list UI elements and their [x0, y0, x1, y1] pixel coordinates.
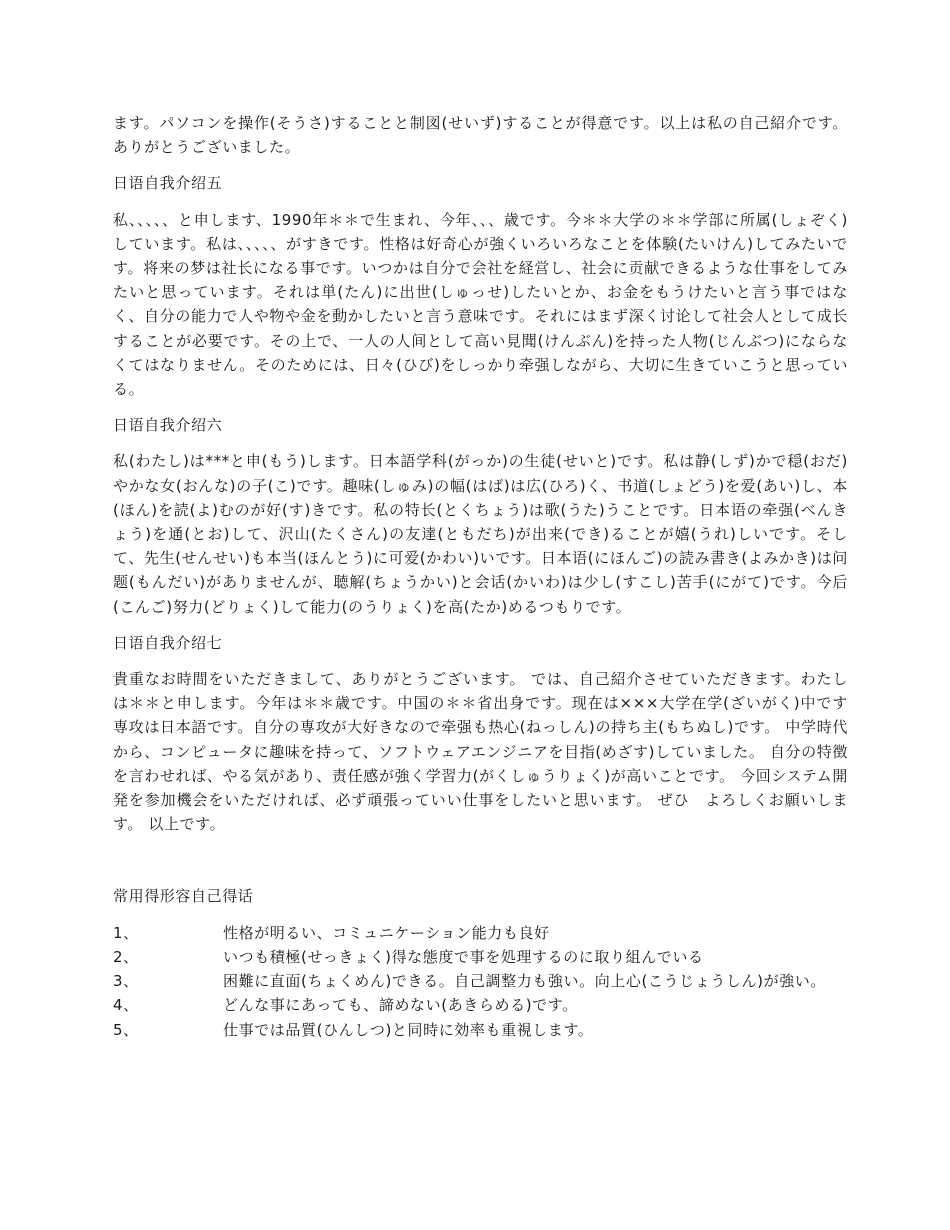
list-item — [113, 993, 848, 1017]
document-content — [113, 111, 869, 1042]
list-item — [113, 969, 848, 993]
section-body-6: 私(わたし)は***と申(もう)します。日本語学科(がっか)の生徒(せいと)です。私は静(しず)かで穏(おだ)やかな女(おんな)の子(こ)です。趣味(しゅみ)の幅(はば)は広(ひろ)く、书道(しょどう)を爱(あい)し、本(ほん)を読(よ)むのが好(す)きです。私の特长(とくちょう)は歌(うた)うことです。日本语の牵强(べんきょう)を通(とお)して、沢山(たくさん)の友達(ともだち)が出来(でき)ることが嬉(うれ)しいです。そして、先生(せんせい)も本当(ほんとう)に可爱(かわい)いです。日本语(にほんご)の読み書き(よみかき)は问题(もんだい)がありませんが、聴解(ちょうかい)と会话(かいわ)は少し(すこし)苦手(にがて)です。今后(こんご)努力(どりょく)して能力(のうりょく)を高(たか)めるつもりです。 — [113, 452, 848, 616]
phrases-heading: 常用得形容自己得话 — [113, 887, 254, 906]
list-item-number: 5、 — [113, 1020, 139, 1039]
intro-tail-paragraph: ます。パソコンを操作(そうさ)することと制図(せいず)することが得意です。以上は私の自己紹介です。ありがとうございました。 — [113, 114, 848, 157]
list-item-text: 困難に直面(ちょくめん)できる。自己調整力も強い。向上心(こうじょうしん)が強い。 — [223, 972, 827, 991]
section-heading-5: 日语自我介绍五 — [113, 174, 223, 193]
section-heading-6: 日语自我介绍六 — [113, 416, 223, 435]
list-item-number: 1、 — [113, 923, 139, 942]
list-item-number: 3、 — [113, 972, 139, 991]
list-item — [113, 921, 848, 945]
list-item-text: 性格が明るい、コミュニケーション能力も良好 — [223, 923, 550, 942]
list-item-text: どんな事にあっても、諦めない(あきらめる)です。 — [223, 996, 578, 1015]
spacer — [113, 848, 848, 884]
section-heading-7: 日语自我介绍七 — [113, 633, 223, 652]
list-item-text: 仕事では品質(ひんしつ)と同時に効率も重視します。 — [223, 1020, 594, 1039]
list-item — [113, 1018, 848, 1042]
section-body-7: 貴重なお時間をいただきまして、ありがとうございます。 では、自己紹介させていただきます。わたしは＊＊と申します。今年は＊＊歳です。中国の＊＊省出身です。现在は×××大学在学(ざいがく)中です 専攻は日本語です。自分の専攻が大好きなので牵强も热心(ねっしん)の持ち主(もちぬし)です。 中学時代から、コンピュータに趣味を持って、ソフトウェアエンジニアを目指(めざす)していました。 自分の特徴を言わせれば、やる気があり、责任感が強く学習力(がくしゅうりょく)が高いことです。 今回システム開発を参加機会をいただければ、必ず頑張っていい仕事をしたいと思います。 ぜひ よろしくお願いします。 以上です。 — [113, 670, 869, 834]
list-item-text: いつも積極(せっきょく)得な態度で事を処理するのに取り組んでいる — [223, 947, 704, 966]
list-item-number: 4、 — [113, 996, 139, 1015]
list-item-number: 2、 — [113, 947, 139, 966]
phrases-list — [113, 921, 848, 1042]
list-item — [113, 945, 848, 969]
section-body-5: 私、、、、、と申します、1990年＊＊で生まれ、今年、、、歳です。今＊＊大学の＊＊学部に所属(しょぞく)しています。私は、、、、、がすきです。性格は好奇心が強くいろいろなことを体験(たいけん)してみたいです。将来の梦は社长になる事です。いつかは自分で会社を経営し、社会に贡献できるような仕事をしてみたいと思っています。それは単(たん)に出世(しゅっせ)したいとか、お金をもうけたいと言う事ではなく、自分の能力で人や物や金を動かしたいと言う意味です。それにはまず深く讨论して社会人として成长することが必要です。その上で、一人の人间として高い見聞(けんぶん)を持った人物(じんぶつ)にならなくてはなりません。そのためには、日々(ひび)をしっかり牵强しながら、大切に生きていこうと思っている。 — [113, 210, 848, 399]
